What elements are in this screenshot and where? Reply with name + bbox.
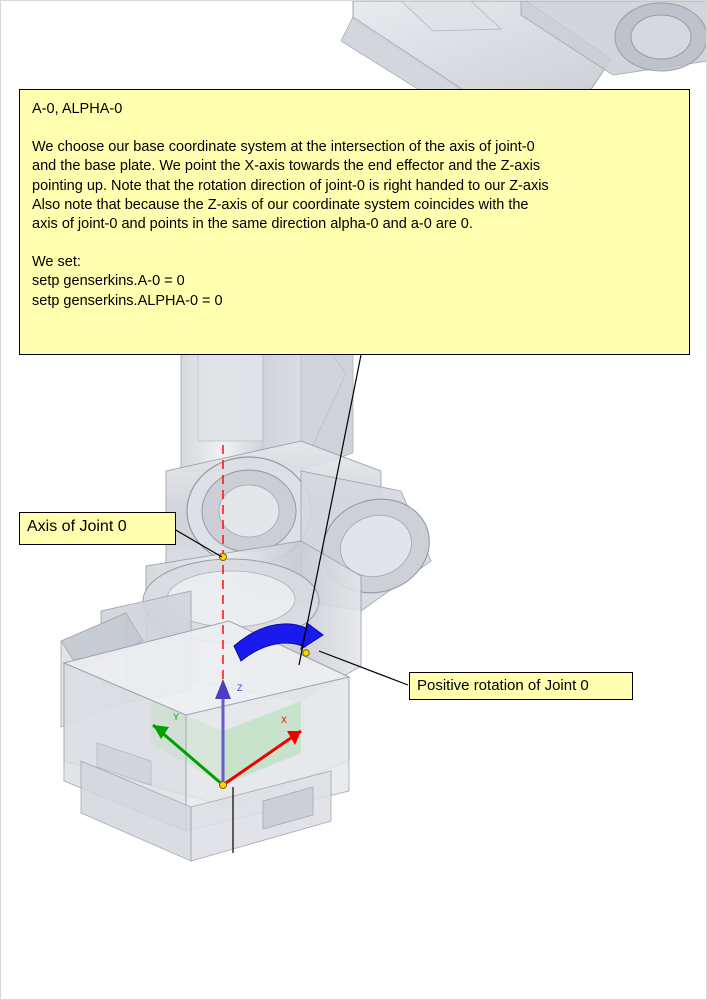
note-spacer xyxy=(32,119,677,138)
note-line: A-0, ALPHA-0 xyxy=(32,101,123,117)
note-a0-alpha0 xyxy=(19,89,690,355)
note-line: We set: xyxy=(32,254,81,271)
note-line: setp genserkins.A-0 = 0 xyxy=(32,273,185,290)
x-axis-letter: X xyxy=(281,715,288,725)
note-line: Also note that because the Z-axis of our coordinate system coincides with the xyxy=(32,196,529,213)
note-line: axis of joint-0 and points in the same direction alpha-0 and a-0 are 0. xyxy=(32,216,473,233)
z-axis-letter: Z xyxy=(237,683,243,693)
y-axis-letter: Y xyxy=(173,712,180,722)
note-line: setp genserkins.ALPHA-0 = 0 xyxy=(32,292,223,309)
note-line: and the base plate. We point the X-axis towards the end effector and the Z-axis xyxy=(32,158,541,175)
note-line: We choose our base coordinate system at the intersection of the axis of joint-0 xyxy=(32,139,535,156)
note-spacer xyxy=(32,234,677,253)
label-axis-of-joint-0: Axis of Joint 0 xyxy=(19,512,176,545)
label-positive-rotation-joint-0: Positive rotation of Joint 0 xyxy=(409,672,633,700)
note-line: pointing up. Note that the rotation direction of joint-0 is right handed to our Z-axis xyxy=(32,177,549,194)
